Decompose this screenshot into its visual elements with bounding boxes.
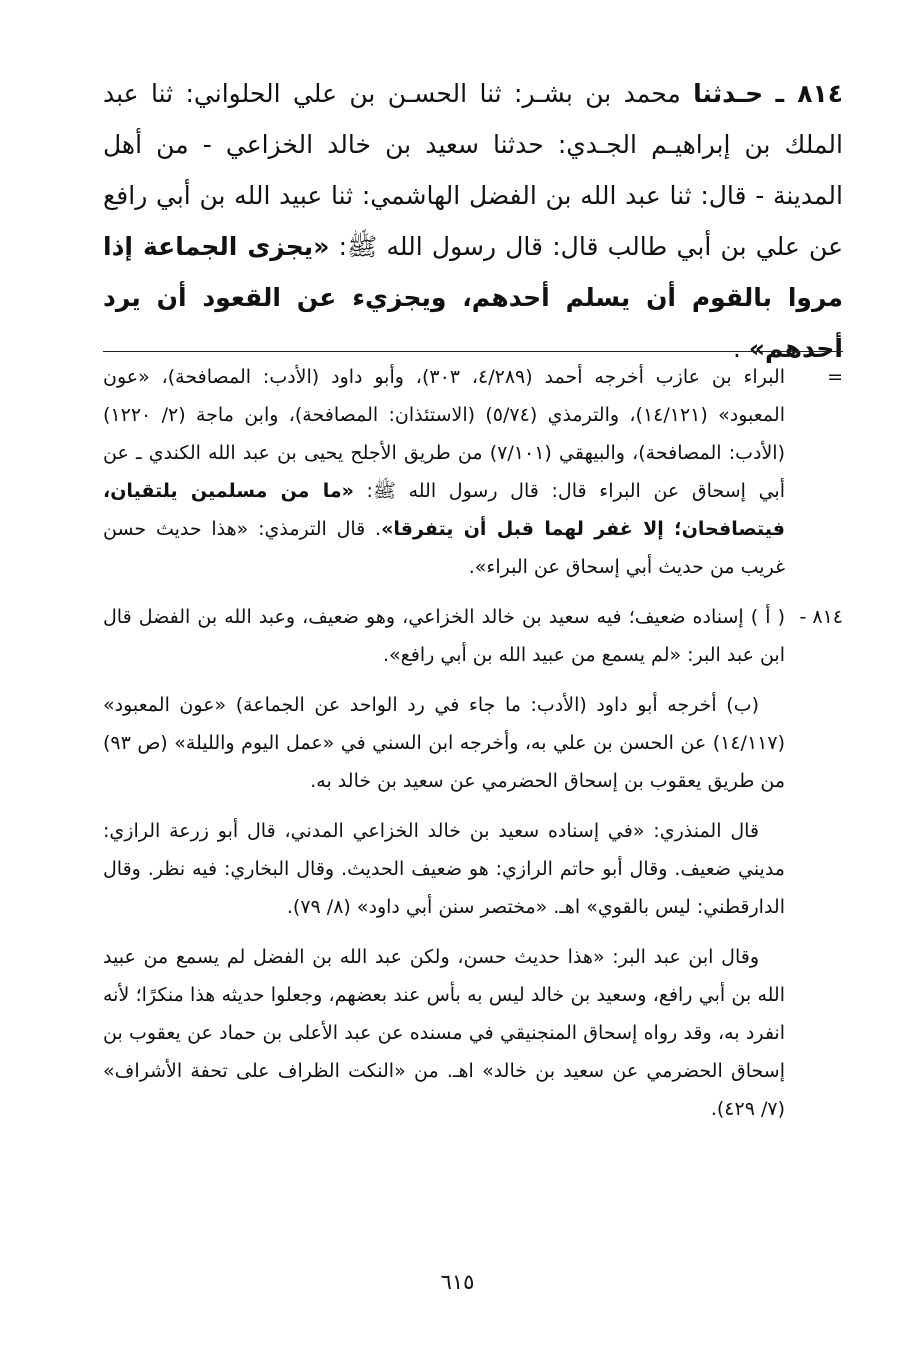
footnote-mundhiri (103, 812, 843, 926)
footnote-text: (ب) أخرجه أبو داود (الأدب: ما جاء في رد الواحد عن الجماعة) «عون المعبود» (١٤/١١٧) عن الحسن بن علي به، وأخرجه ابن السني في «عمل اليوم والليلة» (ص ٩٣) من طريق يعقوب بن إسحاق الحضرمي عن سعيد بن خالد به. (103, 694, 785, 792)
hadith-number: ٨١٤ ـ (775, 79, 843, 108)
footnote-text: البراء بن عازب أخرجه أحمد (٤/٢٨٩، ٣٠٣)، وأبو داود (الأدب: المصافحة)، «عون المعبود» (١٤/١٢١)، والترمذي (٥/٧٤) (الاستئذان: المصافحة)، وابن ماجة (٢/ ١٢٢٠) (الأدب: المصافحة)، والبيهقي (٧/١٠١) من طريق الأجلح يحيى بن عبد الله الكندي ـ عن أبي إسحاق عن البراء قال: قال رسول الله ﷺ: (103, 366, 786, 502)
footnote-hadith: «ما من مسلمين يلتقيان، فيتصافحان؛ إلا غفر لهما قبل أن يتفرقا» (103, 480, 786, 540)
footnote-814-b (103, 686, 843, 800)
footnote-divider (103, 351, 843, 352)
main-text-end: . (732, 334, 749, 363)
footnote-text: ( أ ) إسناده ضعيف؛ فيه سعيد بن خالد الخزاعي، وهو ضعيف، وعبد الله بن الفضل قال ابن عبد البر: «لم يسمع من عبيد الله بن أبي رافع». (103, 606, 785, 666)
footnote-marker: = (827, 366, 843, 388)
footnote-text: قال المنذري: «في إسناده سعيد بن خالد الخزاعي المدني، قال أبو زرعة الرازي: مديني ضعيف. وقال أبو حاتم الرازي: هو ضعيف الحديث. وقال البخاري: فيه نظر. وقال الدارقطني: ليس بالقوي» اهـ. «مختصر سنن أبي داود» (٨/ ٧٩). (103, 820, 785, 918)
footnote-continued (103, 358, 843, 586)
footnotes-block (103, 358, 843, 1140)
main-text-block (103, 68, 843, 374)
footnote-ibn-abd-albarr (103, 938, 843, 1128)
hadith-opener: حـدثنا (693, 79, 764, 108)
hadith-matn: «يجزى الجماعة إذا مروا بالقوم أن يسلم أحدهم، ويجزيء عن القعود أن يرد أحدهم» (103, 232, 843, 363)
footnote-number: ٨١٤ - (799, 606, 843, 628)
footnote-text: وقال ابن عبد البر: «هذا حديث حسن، ولكن عبد الله بن الفضل لم يسمع من عبيد الله بن أبي رافع، وسعيد بن خالد ليس به بأس عند بعضهم، وجعلوا حديثه هذا منكرًا؛ لأنه انفرد به، وقد رواه إسحاق المنجنيقي في مسنده عن عبد الأعلى بن حماد عن يعقوب بن إسحاق الحضرمي عن سعيد بن خالد» اهـ. من «النكت الظراف على تحفة الأشراف» (٧/ ٤٢٩). (103, 946, 785, 1120)
page-number: ٦١٥ (440, 1270, 475, 1294)
footnote-814-a (103, 598, 843, 674)
isnad-text: محمد بن بشـر: ثنا الحسـن بن علي الحلواني: ثنا عبد الملك بن إبراهيـم الجـدي: حدثنا سعيد بن خالد الخزاعي - من أهل المدينة - قال: ثنا عبد الله بن الفضل الهاشمي: ثنا عبيد الله بن أبي رافع عن علي بن أبي طالب قال: قال رسول الله ﷺ: (103, 79, 843, 261)
footnote-text-end: . قال الترمذي: «هذا حديث حسن غريب من حديث أبي إسحاق عن البراء». (103, 518, 785, 578)
main-hadith-paragraph (103, 68, 843, 374)
